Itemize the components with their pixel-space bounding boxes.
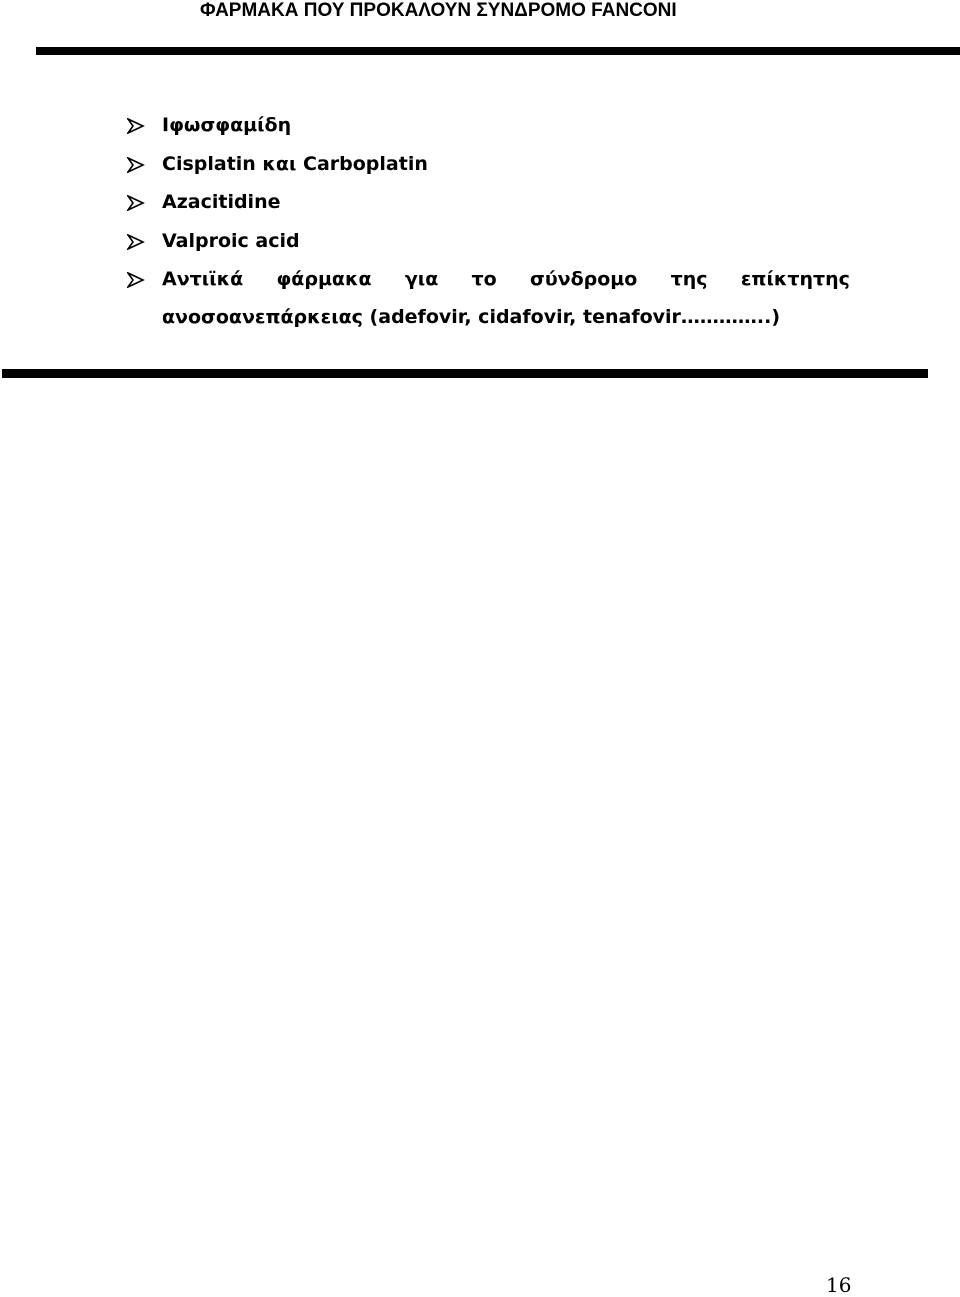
word: φάρμακα bbox=[276, 268, 372, 290]
arrowhead-bullet-icon bbox=[127, 157, 145, 173]
word: επίκτητης bbox=[740, 268, 850, 290]
antiviral-line-2: ανοσοανεπάρκειας (adefovir, cidafovir, tenafovir…………..) bbox=[162, 306, 781, 328]
bottom-divider bbox=[2, 369, 928, 378]
drug-name: Valproic acid bbox=[162, 229, 300, 252]
word: το bbox=[471, 268, 497, 290]
drug-name: Azacitidine bbox=[162, 191, 281, 213]
word: Αντιϊκά bbox=[162, 268, 244, 290]
list-item bbox=[0, 228, 960, 267]
word: για bbox=[404, 268, 439, 290]
drug-list bbox=[0, 112, 960, 342]
drug-name: Cisplatin και Carboplatin bbox=[162, 152, 428, 175]
arrowhead-bullet-icon bbox=[127, 118, 145, 134]
word: σύνδρομο bbox=[530, 268, 638, 290]
arrowhead-bullet-icon bbox=[127, 234, 145, 250]
antiviral-line-1 bbox=[162, 266, 850, 293]
page-title: ΦΑΡΜΑΚΑ ΠΟΥ ΠΡΟΚΑΛΟΥΝ ΣΥΝΔΡΟΜΟ FANCONI bbox=[200, 0, 677, 21]
page-number: 16 bbox=[826, 1273, 852, 1297]
list-item bbox=[0, 112, 960, 151]
list-item bbox=[0, 189, 960, 228]
arrowhead-bullet-icon bbox=[127, 272, 145, 288]
drug-name: Ιφωσφαμίδη bbox=[162, 114, 292, 136]
arrowhead-bullet-icon bbox=[127, 195, 145, 211]
list-item bbox=[0, 266, 960, 342]
top-divider bbox=[36, 47, 960, 55]
word: της bbox=[670, 268, 708, 290]
list-item bbox=[0, 151, 960, 190]
